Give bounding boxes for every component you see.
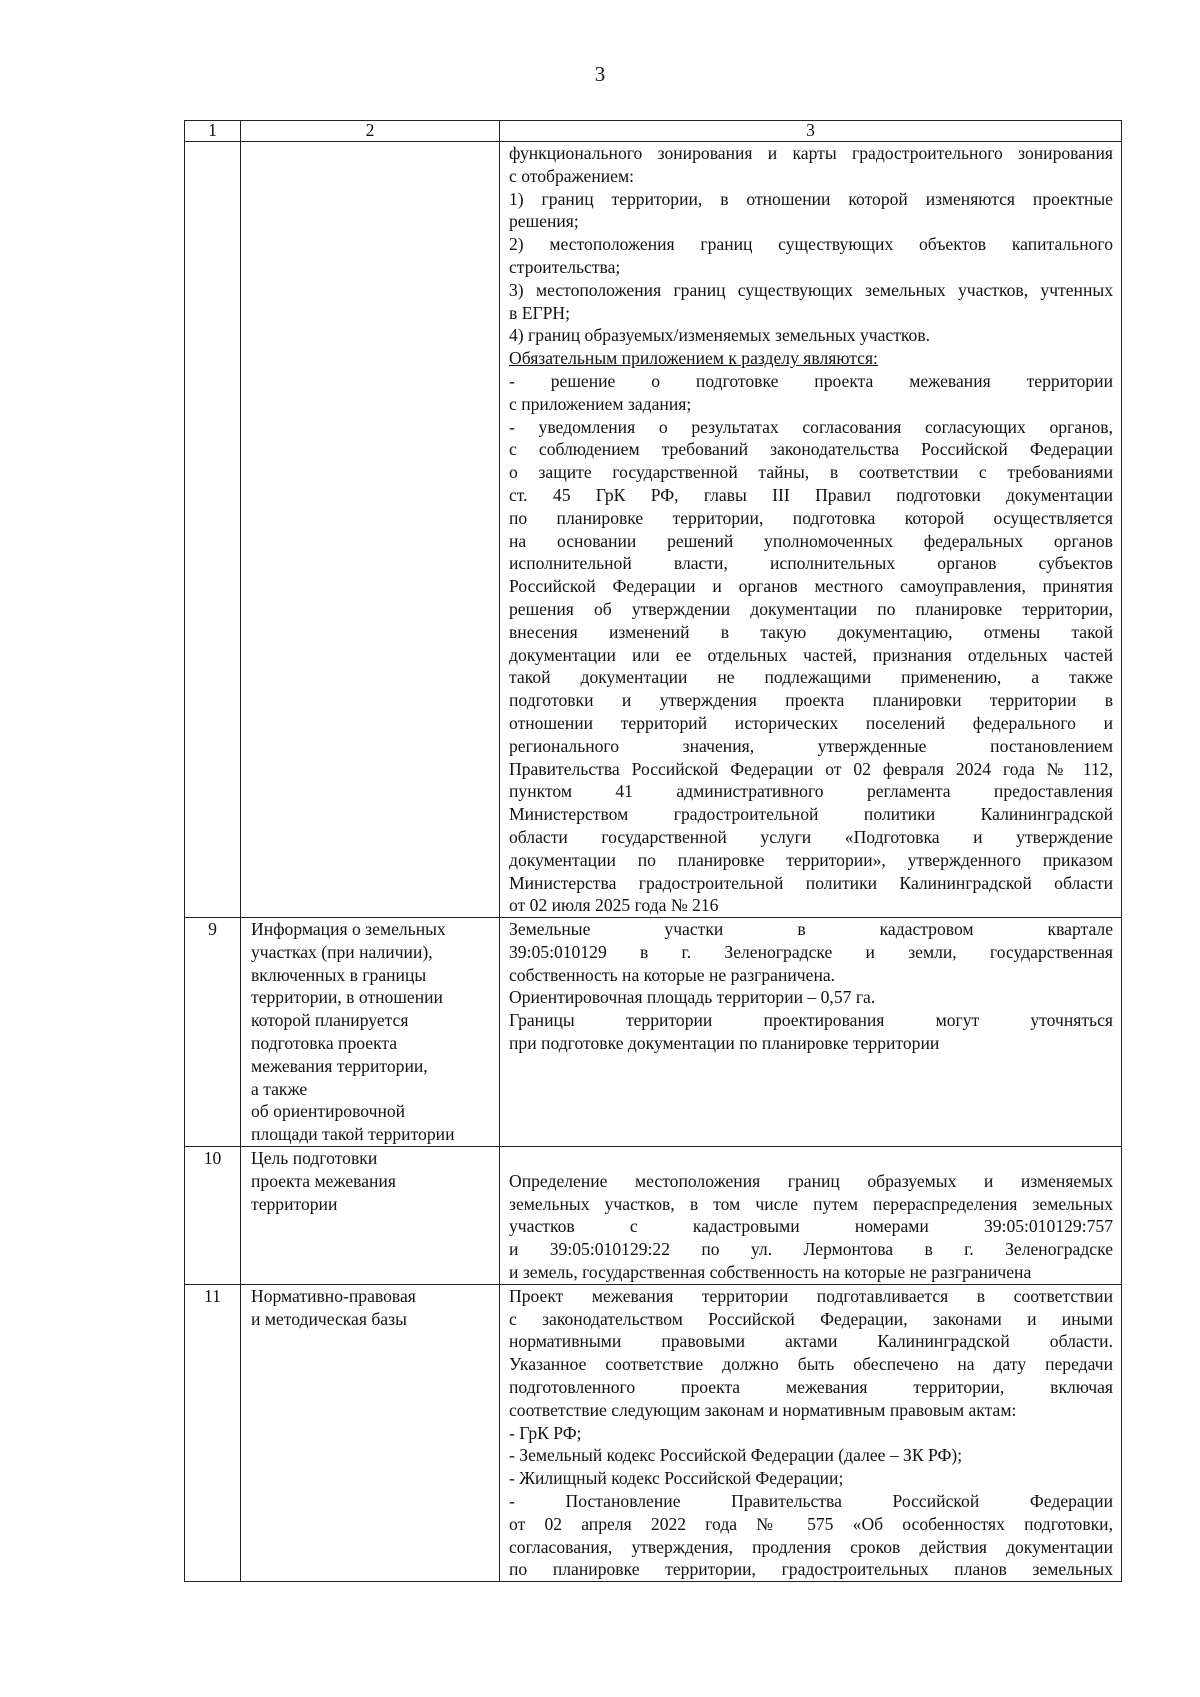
table-row <box>185 1147 1122 1285</box>
content-line: 4) границ образуемых/изменяемых земельных участков. <box>509 325 931 346</box>
parameter-name-cell <box>241 1284 500 1581</box>
content-line: - решение о подготовке проекта межевания территории <box>509 370 1113 391</box>
content-line: отношении территорий исторических поселений федерального и <box>509 712 1113 733</box>
requirements-table <box>184 120 1122 1582</box>
content-line: по планировке территории, градостроительных планов земельных <box>509 1559 1113 1580</box>
parameter-name-line: а также <box>251 1078 308 1099</box>
content-line: области государственной услуги «Подготовка и утверждение <box>509 826 1113 847</box>
parameter-content-cell <box>500 918 1122 1147</box>
parameter-content-cell <box>500 1147 1122 1285</box>
row-number-cell <box>185 918 241 1147</box>
content-line: решения об утверждении документации по планировке территории, <box>509 598 1113 619</box>
parameter-name-line: подготовка проекта <box>251 1033 398 1054</box>
content-line: Министерства градостроительной политики Калининградской области <box>509 872 1113 893</box>
parameter-name-cell <box>241 918 500 1147</box>
content-line: функционального зонирования и карты градостроительного зонирования <box>509 143 1113 163</box>
content-line <box>509 1147 1113 1170</box>
content-line: Обязательным приложением к разделу являются: <box>509 348 878 369</box>
parameter-name-line: Цель подготовки <box>251 1148 378 1169</box>
content-line: решения; <box>509 211 579 232</box>
content-line: и земель, государственная собственность на которые не разграничена <box>509 1262 1032 1283</box>
content-line: 3) местоположения границ существующих земельных участков, учтенных <box>509 279 1113 300</box>
content-line: с отображением: <box>509 165 634 186</box>
column-header-1: 1 <box>185 121 241 142</box>
parameter-name-cell <box>241 142 500 918</box>
row-number: 10 <box>203 1148 222 1169</box>
content-line: Министерством градостроительной политики Калининградской <box>509 804 1113 825</box>
content-line: при подготовке документации по планировке территории <box>509 1033 940 1054</box>
content-line: 39:05:010129 в г. Зеленоградске и земли, государственная <box>509 941 1113 962</box>
content-line: от 02 июля 2025 года № 216 <box>509 895 719 916</box>
content-line: о защите государственной тайны, в соответствии с требованиями <box>509 462 1113 483</box>
content-line: - Жилищный кодекс Российской Федерации; <box>509 1468 844 1489</box>
content-line: строительства; <box>509 256 621 277</box>
content-line: Земельные участки в кадастровом квартале <box>509 919 1113 940</box>
parameter-name-line: Информация о земельных <box>251 919 446 940</box>
parameter-name-line: площади такой территории <box>251 1124 455 1145</box>
content-line: Российской Федерации и органов местного самоуправления, принятия <box>509 576 1113 597</box>
content-line: с приложением задания; <box>509 393 692 414</box>
content-line: регионального значения, утвержденные постановлением <box>509 735 1113 756</box>
content-line: Правительства Российской Федерации от 02 февраля 2024 года № 112, <box>509 758 1113 779</box>
parameter-name-line: Нормативно-правовая <box>251 1285 416 1306</box>
table-row <box>185 1284 1122 1581</box>
content-line: подготовки и утверждения проекта планировки территории в <box>509 690 1113 711</box>
content-line: Ориентировочная площадь территории – 0,57 га. <box>509 987 876 1008</box>
content-line: исполнительной власти, исполнительных органов субъектов <box>509 553 1113 574</box>
parameter-name-cell <box>241 1147 500 1285</box>
parameter-name-line: территории <box>251 1193 338 1214</box>
table-row <box>185 918 1122 1147</box>
content-line: собственность на которые не разграничена. <box>509 964 836 985</box>
row-number: 11 <box>204 1285 221 1306</box>
content-line: - уведомления о результатах согласования согласующих органов, <box>509 416 1113 437</box>
content-line: с законодательством Российской Федерации, законами и иными <box>509 1308 1113 1329</box>
content-line: ст. 45 ГрК РФ, главы III Правил подготовки документации <box>509 484 1113 505</box>
parameter-name-line: и методическая базы <box>251 1308 407 1329</box>
content-line: Границы территории проектирования могут уточняться <box>509 1010 1113 1031</box>
content-line: Указанное соответствие должно быть обеспечено на дату передачи <box>509 1354 1113 1375</box>
content-line: от 02 апреля 2022 года № 575 «Об особенностях подготовки, <box>509 1513 1113 1534</box>
content-line: 2) местоположения границ существующих объектов капитального <box>509 234 1113 255</box>
content-line: на основании решений уполномоченных федеральных органов <box>509 530 1113 551</box>
table-row <box>185 142 1122 918</box>
row-number: 9 <box>208 919 217 940</box>
content-line: и 39:05:010129:22 по ул. Лермонтова в г. Зеленоградске <box>509 1239 1113 1260</box>
content-line: подготовленного проекта межевания территории, включая <box>509 1377 1113 1398</box>
row-number-cell <box>185 1147 241 1285</box>
content-line: - Земельный кодекс Российской Федерации (далее – ЗК РФ); <box>509 1445 963 1466</box>
content-line: документации или ее отдельных частей, признания отдельных частей <box>509 644 1113 665</box>
content-line: соответствие следующим законам и нормативным правовым актам: <box>509 1399 1017 1420</box>
content-line: 1) границ территории, в отношении которой изменяются проектные <box>509 188 1113 209</box>
column-header-3: 3 <box>500 121 1122 142</box>
table-header-row <box>185 121 1122 142</box>
parameter-content-cell <box>500 142 1122 918</box>
content-line: по планировке территории, подготовка которой осуществляется <box>509 507 1113 528</box>
parameter-name-line: территории, в отношении <box>251 987 443 1008</box>
content-line: согласования, утверждения, продления сроков действия документации <box>509 1536 1113 1557</box>
content-line: нормативными правовыми актами Калининградской области. <box>509 1331 1113 1352</box>
parameter-name-line: которой планируется <box>251 1010 409 1031</box>
parameter-name-line: об ориентировочной <box>251 1101 406 1122</box>
content-line: - ГрК РФ; <box>509 1422 582 1443</box>
column-header-2: 2 <box>241 121 500 142</box>
parameter-name-line: включенных в границы <box>251 964 427 985</box>
parameter-name-line: участках (при наличии), <box>251 941 433 962</box>
content-line: в ЕГРН; <box>509 302 571 323</box>
row-number-cell <box>185 142 241 918</box>
content-line: такой документации не подлежащими применению, а также <box>509 667 1113 688</box>
content-line: документации по планировке территории», утвержденного приказом <box>509 849 1113 870</box>
parameter-content-cell <box>500 1284 1122 1581</box>
row-number-cell <box>185 1284 241 1581</box>
parameter-name-line: проекта межевания <box>251 1170 396 1191</box>
content-line: участков с кадастровыми номерами 39:05:010129:757 <box>509 1216 1113 1237</box>
content-line: Проект межевания территории подготавливается в соответствии <box>509 1285 1113 1306</box>
content-line: Определение местоположения границ образуемых и изменяемых <box>509 1170 1113 1191</box>
content-line: земельных участков, в том числе путем перераспределения земельных <box>509 1193 1113 1214</box>
parameter-name-line: межевания территории, <box>251 1055 428 1076</box>
page-number: 3 <box>594 62 606 86</box>
content-line: с соблюдением требований законодательства Российской Федерации <box>509 439 1113 460</box>
content-line: - Постановление Правительства Российской Федерации <box>509 1491 1113 1512</box>
content-line: внесения изменений в такую документацию, отмены такой <box>509 621 1113 642</box>
content-line: пунктом 41 административного регламента предоставления <box>509 781 1113 802</box>
